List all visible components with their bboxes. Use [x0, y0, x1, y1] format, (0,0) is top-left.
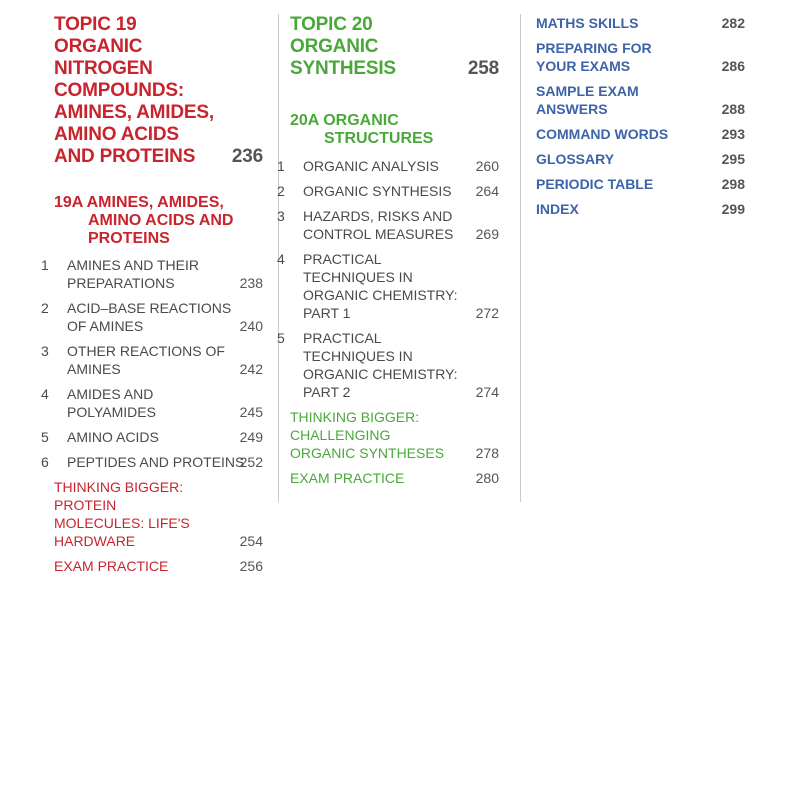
toc-entry[interactable] — [41, 256, 263, 292]
entry-page: 299 — [721, 201, 745, 217]
toc-entry[interactable] — [41, 385, 263, 421]
toc-entry-preparing-for-exams[interactable] — [536, 39, 745, 75]
entry-page: 274 — [475, 384, 499, 400]
topic-title: TOPIC 20 ORGANIC SYNTHESIS — [290, 14, 396, 79]
topic-19-heading[interactable] — [54, 14, 263, 168]
entry-title: OTHER REACTIONS OF AMINES — [67, 343, 225, 377]
entry-page: 295 — [721, 151, 745, 167]
topic-20-heading[interactable] — [290, 14, 499, 80]
entry-page: 254 — [239, 533, 263, 549]
entry-page: 264 — [475, 183, 499, 199]
exam-practice-entry[interactable] — [290, 469, 499, 487]
entry-page: 240 — [239, 318, 263, 334]
entry-page: 280 — [475, 470, 499, 486]
entry-title: INDEX — [536, 201, 579, 217]
toc-entry[interactable] — [277, 250, 499, 322]
entry-page: 288 — [721, 101, 745, 117]
entry-title: PRACTICAL TECHNIQUES IN ORGANIC CHEMISTRY: PART 1 — [303, 251, 458, 321]
entry-number: 6 — [41, 454, 49, 470]
entry-title: EXAM PRACTICE — [290, 470, 405, 486]
toc-entry-command-words[interactable] — [536, 125, 745, 143]
entry-number: 2 — [41, 300, 49, 316]
entry-number: 3 — [277, 208, 285, 224]
entry-number: 5 — [277, 330, 285, 346]
entry-page: 256 — [239, 558, 263, 574]
entry-number: 5 — [41, 429, 49, 445]
entry-page: 282 — [721, 15, 745, 31]
entry-title: PRACTICAL TECHNIQUES IN ORGANIC CHEMISTRY: PART 2 — [303, 330, 458, 400]
toc-entry[interactable] — [277, 207, 499, 243]
entry-page: 298 — [721, 176, 745, 192]
toc-entry-sample-exam-answers[interactable] — [536, 82, 745, 118]
entry-page: 293 — [721, 126, 745, 142]
exam-practice-entry[interactable] — [54, 557, 263, 575]
entry-title: SAMPLE EXAM ANSWERS — [536, 83, 639, 117]
entry-title: ACID–BASE REACTIONS OF AMINES — [67, 300, 232, 334]
section-20a-heading[interactable]: 20A ORGANIC STRUCTURES — [290, 112, 434, 147]
entry-title: AMINES AND THEIR PREPARATIONS — [67, 257, 199, 291]
entry-number: 4 — [277, 251, 285, 267]
entry-page: 249 — [239, 429, 263, 445]
entry-page: 242 — [239, 361, 263, 377]
topic-title: TOPIC 19 ORGANIC NITROGEN COMPOUNDS: AMINES, AMIDES, AMINO ACIDS AND PROTEINS — [54, 14, 214, 167]
toc-entry[interactable] — [277, 329, 499, 401]
topic-page-number: 236 — [231, 146, 263, 167]
entry-number: 3 — [41, 343, 49, 359]
entry-title: THINKING BIGGER: PROTEIN MOLECULES: LIFE'S HARDWARE — [54, 479, 190, 549]
toc-entry-periodic-table[interactable] — [536, 175, 745, 193]
entry-title: AMIDES AND POLYAMIDES — [67, 386, 156, 420]
entry-title: EXAM PRACTICE — [54, 558, 169, 574]
entry-title: AMINO ACIDS — [67, 429, 159, 445]
column-divider — [520, 14, 521, 502]
entry-page: 245 — [239, 404, 263, 420]
entry-number: 4 — [41, 386, 49, 402]
entry-page: 272 — [475, 305, 499, 321]
back-matter-column — [536, 14, 745, 225]
toc-entry-maths-skills[interactable] — [536, 14, 745, 32]
entry-title: PREPARING FOR YOUR EXAMS — [536, 40, 652, 74]
toc-entry[interactable] — [41, 428, 263, 446]
thinking-bigger-entry[interactable] — [290, 408, 499, 462]
entry-page: 269 — [475, 226, 499, 242]
entry-title: COMMAND WORDS — [536, 126, 669, 142]
entry-page: 238 — [239, 275, 263, 291]
entry-page: 278 — [475, 445, 499, 461]
entry-page: 286 — [721, 58, 745, 74]
entry-number: 1 — [277, 158, 285, 174]
topic-page-number: 258 — [467, 58, 499, 79]
entry-title: PERIODIC TABLE — [536, 176, 654, 192]
entry-title: ORGANIC SYNTHESIS — [303, 183, 452, 199]
entry-page: 260 — [475, 158, 499, 174]
entry-title: GLOSSARY — [536, 151, 615, 167]
entry-page: 252 — [239, 454, 263, 470]
entry-number: 1 — [41, 257, 49, 273]
toc-entry[interactable] — [277, 182, 499, 200]
section-19a-heading[interactable]: 19A AMINES, AMIDES, AMINO ACIDS AND PROTEINS — [54, 194, 234, 247]
toc-entry-index[interactable] — [536, 200, 745, 218]
entry-title: PEPTIDES AND PROTEINS — [67, 454, 245, 470]
thinking-bigger-entry[interactable] — [54, 478, 263, 550]
toc-entry[interactable] — [41, 453, 263, 471]
toc-entry[interactable] — [41, 342, 263, 378]
entry-title: THINKING BIGGER: CHALLENGING ORGANIC SYNTHESES — [290, 409, 445, 461]
toc-entry-glossary[interactable] — [536, 150, 745, 168]
toc-entry[interactable] — [277, 157, 499, 175]
toc-entry[interactable] — [41, 299, 263, 335]
entry-title: HAZARDS, RISKS AND CONTROL MEASURES — [303, 208, 454, 242]
topic-19-column — [41, 14, 263, 582]
topic-20-column — [277, 14, 499, 494]
entry-title: MATHS SKILLS — [536, 15, 639, 31]
entry-title: ORGANIC ANALYSIS — [303, 158, 439, 174]
entry-number: 2 — [277, 183, 285, 199]
